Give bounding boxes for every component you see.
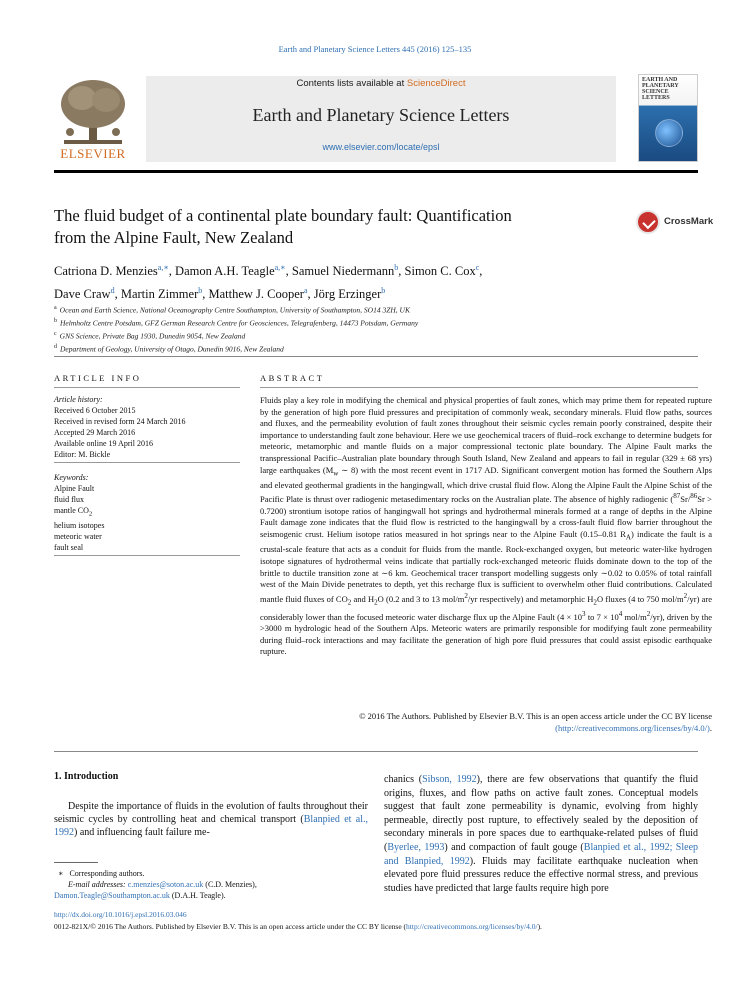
author[interactable]: Samuel Niedermann$^b$: [291, 263, 399, 279]
journal-cover-image[interactable]: [638, 74, 698, 162]
affiliation: $^b$ Helmholtz Centre Potsdam, GFZ German Research Centre for Geosciences, Telegrafenberg, 14473 Potsdam, Germany: [54, 318, 419, 328]
body-rule: [54, 751, 698, 752]
author[interactable]: Martin Zimmer$^b$: [120, 286, 203, 302]
body-column-1: Despite the importance of fluids in the evolution of faults throughout their seismic cycles by controlling heat and chemical transport (Blanpied et al., 1992) and influencing fault failure me-: [54, 801, 368, 839]
issn-license-line: 0012-821X/© 2016 The Authors. Published by Elsevier B.V. This is an open access article under the CC BY license (http://creativecommons.org/licenses/by/4.0/).: [54, 922, 542, 931]
author[interactable]: Matthew J. Cooper$^a$: [208, 286, 308, 302]
crossmark-icon: [636, 210, 660, 234]
abstract-text: Fluids play a key role in modifying the chemical and physical properties of fault zones, which may prime them for repeated rupture by the generation of high pore fluid pressures and precipitation of commonly weak, secondary minerals. Fluid flow paths, sources and fluxes, and the permeability evolution of fault zones throughout their seismic cycles remain poorly constrained, despite their importance to understanding fault zone behaviour. Here we use geochemical tracers of fluid–rock exchange to determine budgets for meteoric, metamorphic and mantle fluids on a major compressional tectonic plate boundary. The Alpine Fault marks the transpressional Pacific–Australian plate boundary through South Island, New Zealand and appears to fail in regular (329 ± 68 yrs) large earthquakes ($M_w$ ∼ 8) with the most recent event in 1717 AD. Significant convergent motion has formed the Southern Alps and elevated geothermal gradients in the hangingwall, which drive crustal fluid flow. Along the Alpine Fault the Alpine Schist of the Pacific Plate is thrust over radiogenic metasedimentary rocks on the Australian plate. The absence of highly radiogenic ($^{87}$Sr/$^{86}$Sr > 0.7200) strontium isotope ratios of hangingwall hot springs and hydrothermal minerals formed at a range of depths in the Alpine Fault damage zone indicates that the fluid flow is restricted to the hangingwall by a cross-fault fluid flow barrier throughout the seismogenic crust. Helium isotope ratios measured in hot springs near to the Alpine Fault (0.15–0.81 $R_A$) indicate the fault is a crustal-scale feature that acts as a conduit for fluids from the mantle. Rock-exchanged oxygen, but meteoric water-like hydrogen isotope signatures of hydrothermal veins indicate that partially rock-exchanged meteoric fluids dominate down to the top of the brittle to ductile transition zone at ∼6 km. Geochemical tracer transport modelling suggests only ∼0.02 to 0.05% of total rainfall west of the Main Divide penetrates to depth, yet this recharge flux is sufficient to overwhelm other fluid contributions. Calculated mantle fluid fluxes of $CO_2$ and $H_2O$ (0.2 and 3 to 13 mol/$m^2/yr$ respectively) and metamorphic $H_2O$ fluxes (4 to 750 mol/$m^2/yr$) are considerably lower than the focused meteoric water discharge flux up the Alpine Fault ($4 \times 10^3$ to $7 \times 10^4$ mol/$m^2/yr$), driven by the >3000 m hydrologic head of the Southern Alps. Meteoric waters are primarily responsible for modifying fault zone permeability during fluid–rock interactions and may facilitate the generation of high pore fluid pressures that could assist episodic earthquake rupture.: [260, 395, 712, 657]
author[interactable]: Damon A.H. Teagle$^{a,∗}$: [175, 263, 286, 279]
article-title: [54, 205, 614, 249]
affiliation: $^d$ Department of Geology, University of Otago, Dunedin 9016, New Zealand: [54, 344, 284, 354]
affiliation: $^a$ Ocean and Earth Science, National Oceanography Centre Southampton, University of Southampton, SO14 3ZH, UK: [54, 305, 410, 315]
author[interactable]: Dave Craw$^d$: [54, 286, 115, 302]
journal-title: Earth and Planetary Science Letters: [252, 105, 510, 125]
keyword: Alpine Fault: [54, 484, 95, 493]
title-line-1: The fluid budget of a continental plate boundary fault: Quantification: [54, 206, 512, 225]
author[interactable]: Simon C. Cox$^c$: [404, 263, 480, 279]
crossmark-label: CrossMark: [664, 216, 714, 227]
abstract-copyright: © 2016 The Authors. Published by Elsevier B.V. This is an open access article under the CC BY license (http://creativecommons.org/licenses/by/4.0/).: [359, 711, 712, 733]
masthead: [54, 72, 698, 167]
email-link[interactable]: c.menzies@soton.ac.uk: [127, 880, 204, 889]
contents-line: [146, 76, 616, 89]
section-rule: [54, 356, 698, 357]
keyword: fault seal: [54, 542, 84, 552]
header-rule: [54, 170, 698, 173]
keyword: meteoric water: [54, 531, 102, 541]
abstract-heading: ABSTRACT: [260, 373, 325, 383]
cc-license-link[interactable]: http://creativecommons.org/licenses/by/4.0/: [406, 922, 538, 931]
elsevier-wordmark: ELSEVIER: [60, 146, 126, 161]
citation-link[interactable]: Blanpied et al., 1992; Sleep and Blanpied, 1992: [384, 841, 699, 867]
citation-link[interactable]: Byerlee, 1993: [387, 841, 445, 853]
article-info-rule: [54, 462, 240, 463]
body-column-2: chanics (Sibson, 1992), there are few observations that quantify the fluid origins, fluxes, and flow paths on active fault zones. Conceptual models suggest that fault zone permeability is dynamic, evolving from highly permeable, directly post rupture, to effectively sealed by the deposition of secondary minerals in pore spaces due to earthquake-related pulses of fluid (Byerlee, 1993) and compaction of fault gouge (Blanpied et al., 1992; Sleep and Blanpied, 1992). Fluids may facilitate earthquake nucleation when elevated pore fluid pressures reduce the effective normal stress, and previous studies have predicted that large faults require high pore: [384, 774, 699, 894]
keywords: Keywords: Alpine Fault fluid flux mantle $CO_2$ helium isotopes meteoric water fault seal: [54, 472, 240, 553]
doi-link[interactable]: http://dx.doi.org/10.1016/j.epsl.2016.03.046: [54, 910, 187, 919]
crossmark-badge[interactable]: [636, 210, 714, 236]
affiliation: $^c$ GNS Science, Private Bag 1930, Dunedin 9054, New Zealand: [54, 331, 246, 341]
cover-title: EARTH AND PLANETARY SCIENCE LETTERS: [642, 77, 679, 101]
corresponding-author-footnote: ∗ Corresponding authors. E-mail addresses: c.menzies@soton.ac.uk (C.D. Menzies), Damon.Teagle@Southampton.ac.uk (D.A.H. Teagle).: [54, 869, 257, 900]
article-info-rule: [54, 387, 240, 388]
author[interactable]: Jörg Erzinger$^b$: [313, 286, 386, 302]
title-line-2: from the Alpine Fault, New Zealand: [54, 228, 294, 247]
keyword: mantle $CO_2$: [54, 506, 93, 518]
section-heading: 1. Introduction: [54, 771, 119, 782]
author-list: Catriona D. Menzies$^{a,∗}$, Damon A.H. Teagle$^{a,∗}$, Samuel Niedermann$^b$, Simon C. Cox$^c$, Dave Craw$^d$, Martin Zimmer$^b$, Matthew J. Cooper$^a$, Jörg Erzinger$^b$: [54, 263, 483, 302]
abstract-rule: [260, 387, 698, 388]
article-info-heading: ARTICLE INFO: [54, 373, 142, 383]
journal-reference[interactable]: Earth and Planetary Science Letters 445 (2016) 125–135: [278, 44, 472, 54]
cc-license-link[interactable]: (http://creativecommons.org/licenses/by/4.0/): [555, 722, 710, 733]
author[interactable]: Catriona D. Menzies$^{a,∗}$: [54, 263, 169, 279]
footnote-rule: [54, 862, 98, 863]
article-history: Article history: Received 6 October 2015 Received in revised form 24 March 2016 Accepted 29 March 2016 Available online 19 April 2016 Editor: M. Bickle: [54, 395, 186, 459]
journal-homepage-link[interactable]: www.elsevier.com/locate/epsl: [322, 142, 440, 152]
keyword: helium isotopes: [54, 520, 105, 530]
masthead-center-panel: [146, 76, 616, 162]
citation-link[interactable]: Sibson, 1992: [422, 774, 477, 785]
citation-link[interactable]: Blanpied et al., 1992: [54, 814, 368, 839]
globe-icon: [655, 119, 683, 147]
article-info-rule: [54, 555, 240, 556]
email-link[interactable]: Damon.Teagle@Southampton.ac.uk: [54, 891, 170, 900]
sciencedirect-link[interactable]: ScienceDirect: [406, 78, 466, 89]
contents-prefix: Contents lists available at: [296, 78, 407, 89]
keyword: fluid flux: [54, 495, 84, 504]
affiliations: [54, 303, 694, 355]
